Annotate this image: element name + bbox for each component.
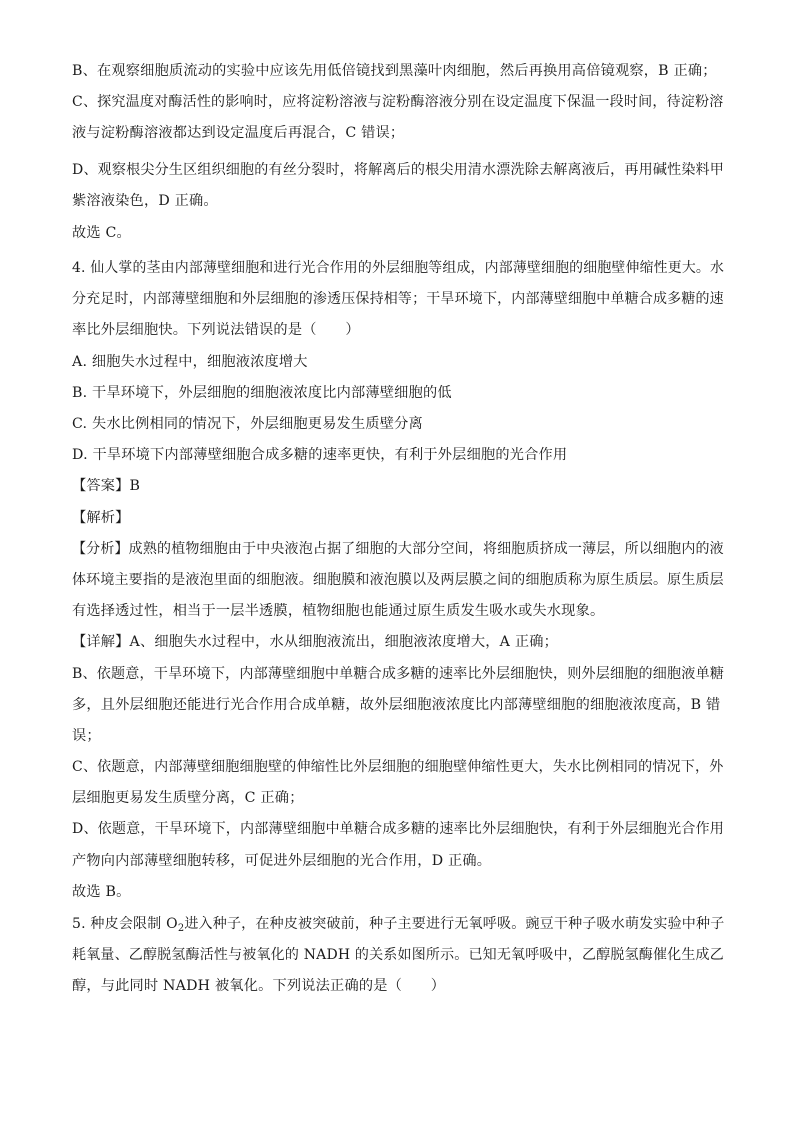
question-5-part: 5. 种皮会限制 O: [72, 916, 178, 932]
text-line: D、观察根尖分生区组织细胞的有丝分裂时，将解离后的根尖用清水漂洗除去解离液后，再用碱性染料甲: [72, 162, 725, 178]
text-line: 层细胞更易发生质壁分离，C 正确；: [72, 790, 304, 806]
option-b: B. 干旱环境下，外层细胞的细胞液浓度比内部薄壁细胞的低: [72, 385, 452, 401]
text-line: 【详解】A、细胞失水过程中，水从细胞液流出，细胞液浓度增大，A 正确；: [72, 634, 559, 650]
text-line: 误；: [72, 728, 101, 744]
text-line: 【分析】成熟的植物细胞由于中央液泡占据了细胞的大部分空间，将细胞质挤成一薄层，所以细胞内的液: [72, 541, 724, 557]
question-5-stem: 醇，与此同时 NADH 被氧化。下列说法正确的是（ ）: [72, 978, 446, 994]
question-5-stem: 耗氧量、乙醇脱氢酶活性与被氧化的 NADH 的关系如图所示。已知无氧呼吸中，乙醇脱氢酶催化生成乙: [72, 947, 724, 963]
answer-label: 【答案】B: [72, 478, 141, 494]
text-line: 故选 B。: [72, 884, 131, 900]
question-4-stem: 分充足时，内部薄壁细胞和外层细胞的渗透压保持相等；干旱环境下，内部薄壁细胞中单糖合成多糖的速: [72, 291, 724, 307]
text-line: C、探究温度对酶活性的影响时，应将淀粉溶液与淀粉酶溶液分别在设定温度下保温一段时间，待淀粉溶: [72, 94, 724, 110]
option-c: C. 失水比例相同的情况下，外层细胞更易发生质壁分离: [72, 416, 423, 432]
text-line: 故选 C。: [72, 225, 131, 241]
text-line: B、在观察细胞质流动的实验中应该先用低倍镜找到黑藻叶肉细胞，然后再换用高倍镜观察，B 正确；: [72, 63, 717, 79]
question-5-stem: [72, 915, 724, 933]
text-line: 体环境主要指的是液泡里面的细胞液。细胞膜和液泡膜以及两层膜之间的细胞质称为原生质层。原生质层: [72, 572, 724, 588]
analysis-label: 【解析】: [72, 510, 130, 526]
option-d: D. 干旱环境下内部薄壁细胞合成多糖的速率更快，有利于外层细胞的光合作用: [72, 447, 568, 463]
text-line: 产物向内部薄壁细胞转移，可促进外层细胞的光合作用，D 正确。: [72, 853, 492, 869]
text-line: D、依题意，干旱环境下，内部薄壁细胞中单糖合成多糖的速率比外层细胞快，有利于外层细胞光合作用: [72, 821, 725, 837]
text-line: 紫溶液染色，D 正确。: [72, 193, 218, 209]
text-line: 液与淀粉酶溶液都达到设定温度后再混合，C 错误；: [72, 125, 405, 141]
subscript: 2: [177, 923, 185, 934]
question-5-part: 进入种子，在种皮被突破前，种子主要进行无氧呼吸。豌豆干种子吸水萌发实验中种子: [184, 916, 725, 932]
question-4-stem: 率比外层细胞快。下列说法错误的是（ ）: [72, 322, 360, 338]
question-4-stem: 4. 仙人掌的茎由内部薄壁细胞和进行光合作用的外层细胞等组成，内部薄壁细胞的细胞壁伸缩性更大。水: [72, 260, 725, 276]
text-line: C、依题意，内部薄壁细胞细胞壁的伸缩性比外层细胞的细胞壁伸缩性更大，失水比例相同的情况下，外: [72, 759, 724, 775]
text-line: 多，且外层细胞还能进行光合作用合成单糖，故外层细胞液浓度比内部薄壁细胞的细胞液浓度高，B 错: [72, 697, 721, 713]
text-line: 有选择透过性，相当于一层半透膜，植物细胞也能通过原生质发生吸水或失水现象。: [72, 603, 605, 619]
option-a: A. 细胞失水过程中，细胞液浓度增大: [72, 354, 308, 370]
text-line: B、依题意，干旱环境下，内部薄壁细胞中单糖合成多糖的速率比外层细胞快，则外层细胞的细胞液单糖: [72, 666, 725, 682]
